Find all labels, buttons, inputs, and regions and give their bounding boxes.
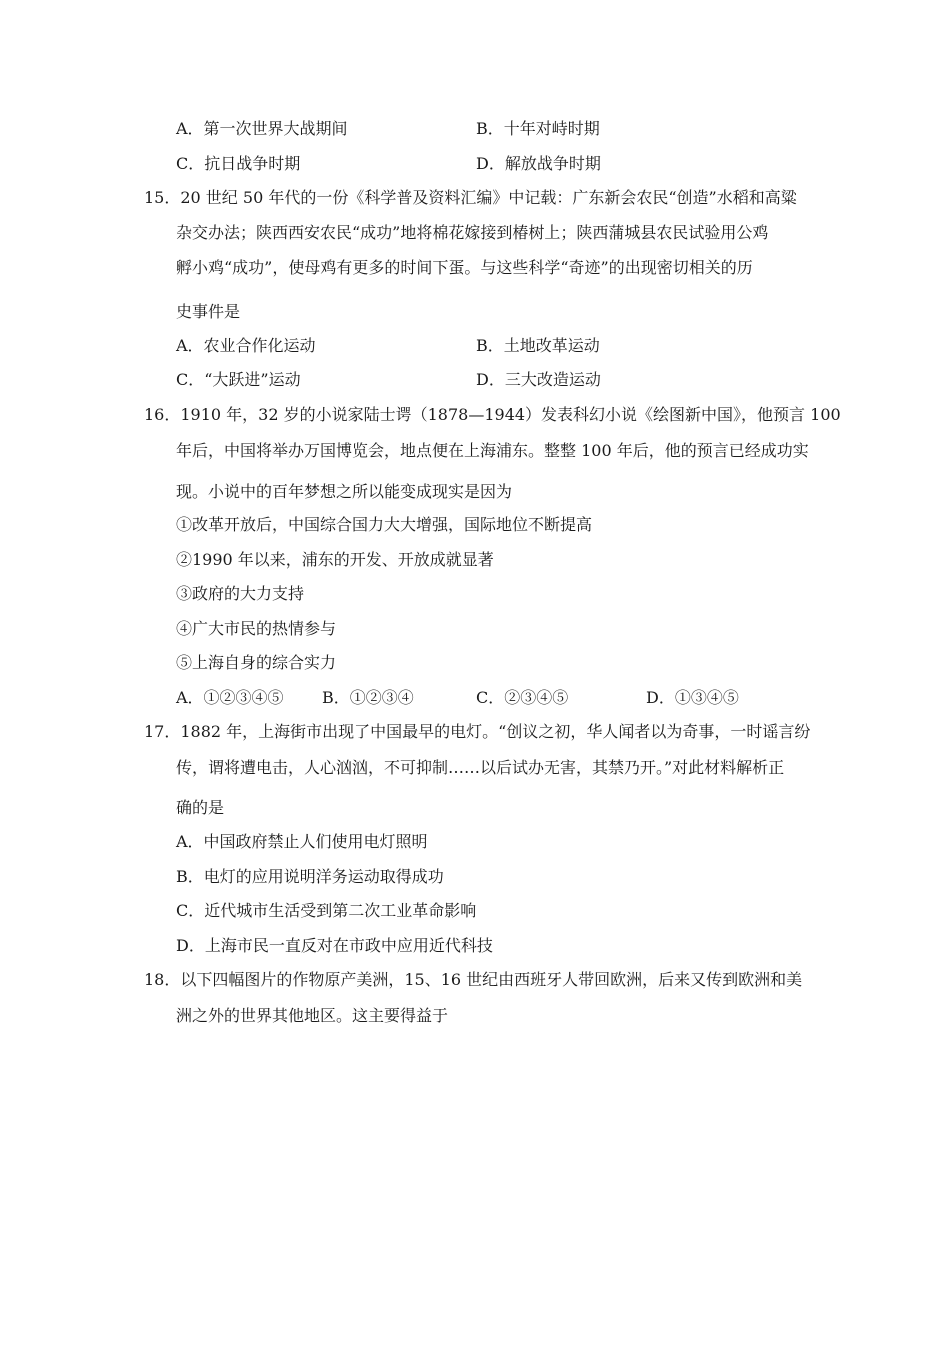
q15-option-d: D．三大改造运动: [476, 370, 601, 389]
q17-stem-line-2: 传，谓将遭电击，人心汹汹，不可抑制……以后试办无害，其禁乃开。”对此材料解析正: [176, 758, 785, 777]
q15-stem-line-3: 孵小鸡“成功”，使母鸡有更多的时间下蛋。与这些科学“奇迹”的出现密切相关的历: [176, 258, 753, 277]
q15-option-b: B．土地改革运动: [476, 336, 600, 355]
q16-option-c: C．②③④⑤: [476, 688, 569, 707]
q14-option-c: C．抗日战争时期: [176, 154, 301, 173]
q17-stem-line-3: 确的是: [176, 798, 225, 817]
q16-option-a: A．①②③④⑤: [176, 688, 284, 707]
q15-stem-line-1: 15．20 世纪 50 年代的一份《科学普及资料汇编》中记载：广东新会农民“创造”水稻和高粱: [144, 188, 797, 207]
q18-stem-line-1: 18．以下四幅图片的作物原产美洲，15、16 世纪由西班牙人带回欧洲，后来又传到欧洲和美: [144, 970, 803, 989]
q15-option-c: C．“大跃进”运动: [176, 370, 301, 389]
q16-item-3: ③政府的大力支持: [176, 584, 305, 603]
q17-option-b: B．电灯的应用说明洋务运动取得成功: [176, 867, 444, 886]
q18-stem-line-2: 洲之外的世界其他地区。这主要得益于: [176, 1006, 449, 1025]
q15-option-a: A．农业合作化运动: [176, 336, 316, 355]
q15-stem-line-4: 史事件是: [176, 302, 241, 321]
q16-item-1: ①改革开放后，中国综合国力大大增强，国际地位不断提高: [176, 515, 593, 534]
q16-stem-line-3: 现。小说中的百年梦想之所以能变成现实是因为: [176, 482, 513, 501]
q14-option-d: D．解放战争时期: [476, 154, 601, 173]
q16-option-d: D．①③④⑤: [646, 688, 739, 707]
q17-option-d: D．上海市民一直反对在市政中应用近代科技: [176, 936, 493, 955]
q15-stem-line-2: 杂交办法；陕西西安农民“成功”地将棉花嫁接到椿树上；陕西蒲城县农民试验用公鸡: [176, 223, 769, 242]
q16-item-4: ④广大市民的热情参与: [176, 619, 337, 638]
q16-item-2: ②1990 年以来，浦东的开发、开放成就显著: [176, 550, 494, 569]
q14-option-b: B．十年对峙时期: [476, 119, 600, 138]
q17-option-a: A．中国政府禁止人们使用电灯照明: [176, 832, 428, 851]
q17-option-c: C．近代城市生活受到第二次工业革命影响: [176, 901, 477, 920]
q17-stem-line-1: 17．1882 年，上海街市出现了中国最早的电灯。“创议之初，华人闻者以为奇事，一时谣言纷: [144, 722, 811, 741]
q16-stem-line-2: 年后，中国将举办万国博览会，地点便在上海浦东。整整 100 年后，他的预言已经成功实: [176, 441, 809, 460]
q16-item-5: ⑤上海自身的综合实力: [176, 653, 337, 672]
q14-option-a: A．第一次世界大战期间: [176, 119, 348, 138]
q16-option-b: B．①②③④: [322, 688, 414, 707]
q16-stem-line-1: 16．1910 年，32 岁的小说家陆士谔（1878—1944）发表科幻小说《绘图新中国》，他预言 100: [144, 405, 841, 424]
